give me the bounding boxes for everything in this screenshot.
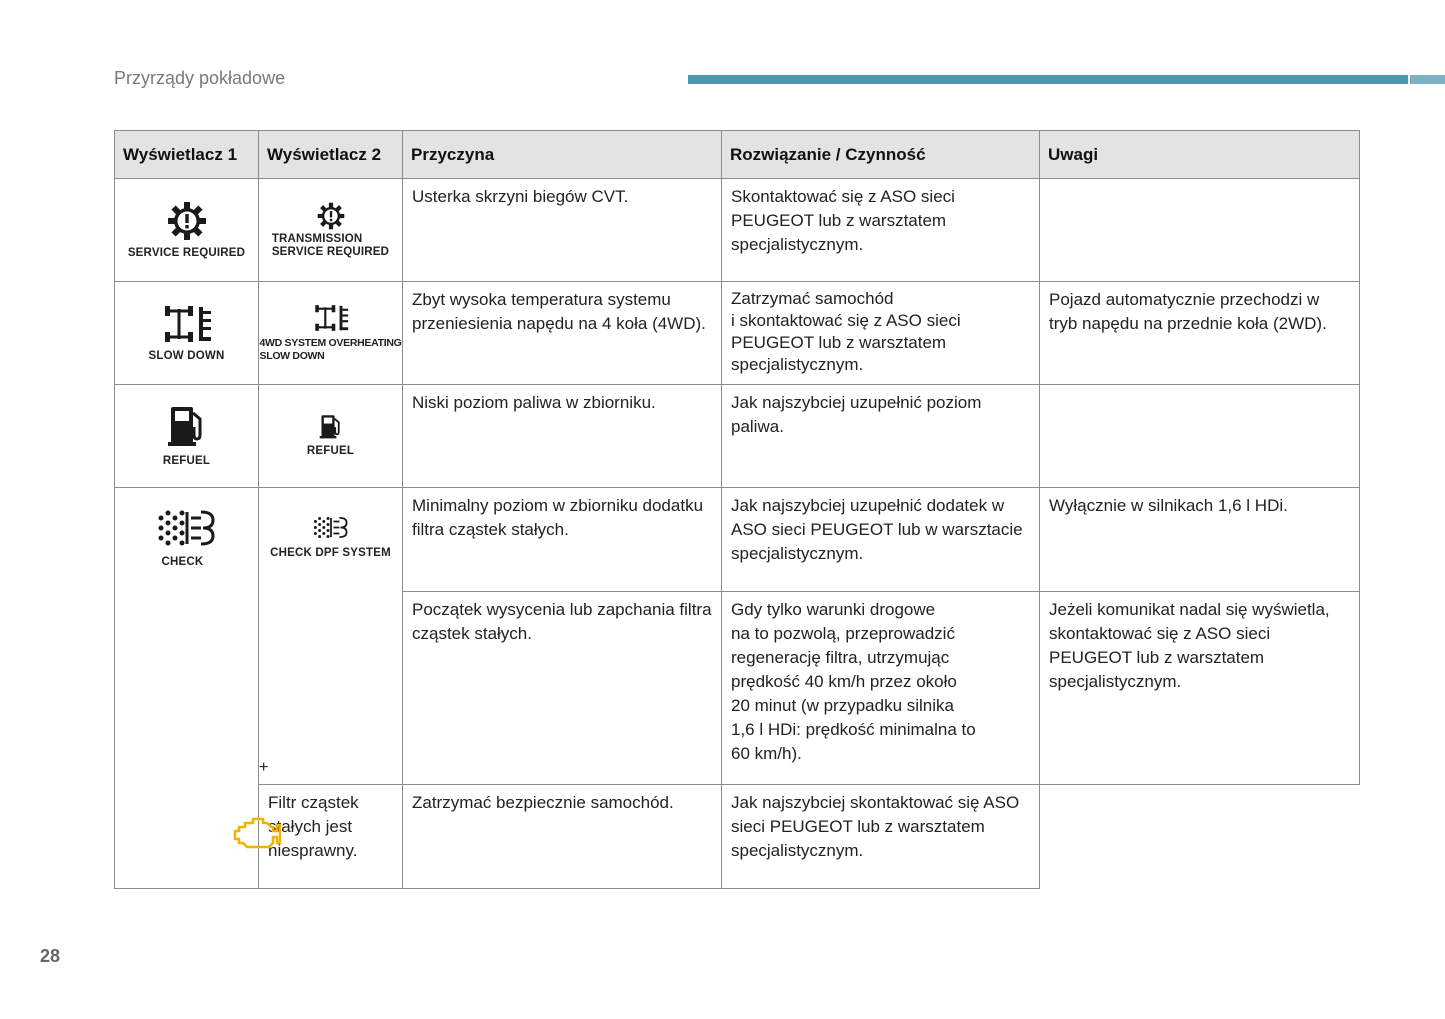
notes-cell: Pojazd automatycznie przechodzi w tryb napędu na przednie koła (2WD).: [1040, 282, 1360, 385]
icon-label-line2: SERVICE REQUIRED: [271, 245, 390, 258]
action-cell: [722, 282, 1040, 385]
icon-label: REFUEL: [162, 454, 211, 467]
action-line: 1,6 l HDi: prędkość minimalna to: [731, 720, 976, 739]
icon-label-line2: SLOW DOWN: [259, 350, 325, 362]
notes-cell: Jak najszybciej skontaktować się ASO sieci PEUGEOT lub z warsztatem specjalistycznym.: [722, 785, 1040, 889]
table-row: [115, 488, 1360, 592]
dpf-filter-icon: [157, 506, 217, 550]
display2-cell: [259, 179, 403, 282]
action-line: i skontaktować się z ASO sieci: [731, 311, 961, 330]
table-header-row: [115, 131, 1360, 179]
cause-cell: Minimalny poziom w zbiorniku dodatku filtra cząstek stałych.: [403, 488, 722, 592]
dpf-filter-icon: [313, 514, 349, 541]
action-cell: Zatrzymać bezpiecznie samochód.: [403, 785, 722, 889]
cause-cell: Początek wysycenia lub zapchania filtra cząstek stałych.: [403, 592, 722, 785]
action-line: PEUGEOT lub z warsztatem: [731, 333, 947, 352]
table-row: [115, 179, 1360, 282]
action-line: prędkość 40 km/h przez około: [731, 672, 957, 691]
column-header-action: Rozwiązanie / Czynność: [722, 131, 1040, 179]
action-line: 20 minut (w przypadku silnika: [731, 696, 954, 715]
cause-cell: Filtr cząstek stałych jest niesprawny.: [259, 785, 403, 889]
action-cell: Skontaktować się z ASO sieci PEUGEOT lub z warsztatem specjalistycznym.: [722, 179, 1040, 282]
display1-cell: [115, 385, 259, 488]
display1-merged-cell: [115, 488, 269, 889]
4wd-temperature-icon: [161, 303, 213, 345]
table-row: [115, 385, 1360, 488]
icon-label: CHECK: [161, 556, 204, 568]
notes-cell: Jeżeli komunikat nadal się wyświetla, skontaktować się z ASO sieci PEUGEOT lub z warsztatem specjalistycznym.: [1040, 592, 1360, 785]
4wd-temperature-icon: [312, 303, 350, 333]
action-line: Zatrzymać samochód: [731, 289, 894, 308]
icon-label: SERVICE REQUIRED: [127, 246, 246, 259]
notes-cell: Wyłącznie w silnikach 1,6 l HDi.: [1040, 488, 1360, 592]
table-row: [115, 282, 1360, 385]
display2-merged-cell: [259, 488, 403, 785]
warning-messages-table: [114, 130, 1360, 889]
action-line: na to pozwolą, przeprowadzić: [731, 624, 955, 643]
section-title: Przyrządy pokładowe: [114, 68, 286, 88]
action-line: 60 km/h).: [731, 744, 802, 763]
notes-cell: [1040, 179, 1360, 282]
icon-label: CHECK DPF SYSTEM: [270, 547, 391, 559]
action-line: regenerację filtra, utrzymując: [731, 648, 950, 667]
display2-cell: [259, 385, 403, 488]
icon-label: SLOW DOWN: [148, 350, 225, 362]
column-header-display2: Wyświetlacz 2: [259, 131, 403, 179]
action-cell: [722, 592, 1040, 785]
header-accent-bar-end: [1410, 75, 1445, 84]
cause-cell: Usterka skrzyni biegów CVT.: [403, 179, 722, 282]
action-line: Gdy tylko warunki drogowe: [731, 600, 936, 619]
fuel-pump-icon: [167, 405, 207, 447]
plus-sign: +: [259, 759, 269, 776]
display1-cell: [115, 282, 259, 385]
action-cell: Jak najszybciej uzupełnić poziom paliwa.: [722, 385, 1040, 488]
fuel-pump-icon: [319, 414, 343, 439]
action-cell: Jak najszybciej uzupełnić dodatek w ASO sieci PEUGEOT lub w warsztacie specjalistycznym.: [722, 488, 1040, 592]
gear-warning-icon: [167, 201, 207, 241]
icon-label: REFUEL: [306, 445, 355, 457]
column-header-display1: Wyświetlacz 1: [115, 131, 259, 179]
display2-cell: [259, 282, 403, 385]
page-number: 28: [40, 946, 61, 966]
column-header-notes: Uwagi: [1040, 131, 1360, 179]
header-accent-bar: [688, 75, 1408, 84]
display1-cell: [115, 179, 259, 282]
action-line: specjalistycznym.: [731, 355, 864, 374]
engine-warning-icon: [233, 815, 281, 851]
cause-cell: Niski poziom paliwa w zbiorniku.: [403, 385, 722, 488]
column-header-cause: Przyczyna: [403, 131, 722, 179]
notes-cell: [1040, 385, 1360, 488]
icon-label-line1: TRANSMISSION: [271, 232, 363, 245]
table-row: [115, 785, 1360, 889]
cause-cell: Zbyt wysoka temperatura systemu przeniesienia napędu na 4 koła (4WD).: [403, 282, 722, 385]
icon-label-line1: 4WD SYSTEM OVERHEATING: [259, 337, 402, 349]
gear-warning-icon: [317, 202, 345, 230]
